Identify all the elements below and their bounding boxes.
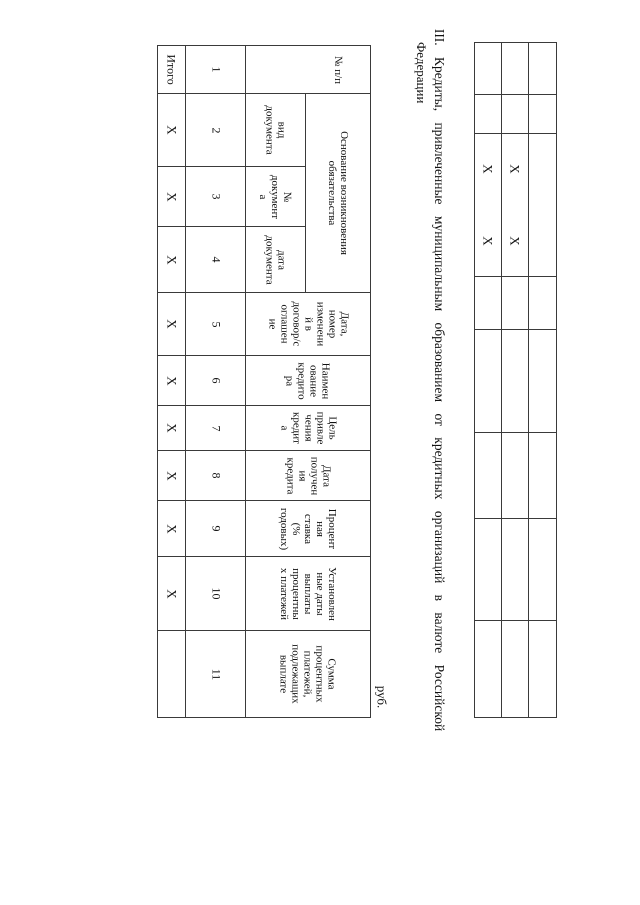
col-number: 3 bbox=[209, 193, 223, 200]
total-mark: Х bbox=[164, 254, 180, 265]
col-number: 1 bbox=[209, 66, 223, 73]
total-label: Итого bbox=[165, 54, 179, 85]
header-col-9: Процент ная ставка (% годовых) bbox=[277, 507, 338, 550]
total-mark: Х bbox=[164, 588, 180, 599]
header-col-1: № п/п bbox=[331, 55, 344, 84]
total-mark: Х bbox=[164, 423, 180, 433]
col-number: 9 bbox=[209, 525, 223, 532]
col-number: 7 bbox=[209, 425, 223, 431]
header-col-2: вид документа bbox=[263, 105, 288, 155]
header-col-8: Дата получен ия кредита bbox=[283, 456, 332, 495]
col-number: 8 bbox=[209, 472, 223, 479]
prev-mark: Х bbox=[480, 235, 496, 246]
total-mark: Х bbox=[164, 125, 180, 135]
header-col-4: дата документа bbox=[263, 234, 288, 285]
header-group-basis: Основание возникновения обязательства bbox=[326, 131, 350, 255]
header-col-5: Дата, номер изменени й в договор/с оглашен ие bbox=[266, 301, 350, 347]
total-mark: Х bbox=[164, 523, 180, 534]
header-col-7: Цель привле чения кредит а bbox=[277, 411, 338, 445]
currency-unit: руб. bbox=[374, 685, 389, 709]
total-mark: Х bbox=[164, 191, 180, 202]
header-col-3: № документ а bbox=[257, 174, 294, 219]
prev-mark: Х bbox=[507, 235, 523, 246]
header-col-11: Сумма процентных платежей, подлежащих выплате bbox=[277, 644, 338, 704]
prev-mark: Х bbox=[480, 164, 496, 174]
col-number: 2 bbox=[209, 127, 223, 133]
prev-mark: Х bbox=[507, 164, 523, 174]
col-number: 6 bbox=[209, 377, 223, 384]
col-number: 10 bbox=[209, 587, 223, 600]
total-mark: Х bbox=[164, 375, 180, 386]
col-number: 5 bbox=[209, 321, 223, 327]
section-title-continued: Федерации bbox=[414, 42, 429, 104]
col-number: 11 bbox=[209, 668, 223, 680]
header-col-10: Установлен ные даты выплаты процентны х платежей bbox=[278, 566, 338, 621]
header-col-6: Наимен ование кредито ра bbox=[283, 361, 332, 400]
total-mark: Х bbox=[164, 319, 180, 329]
col-number: 4 bbox=[209, 256, 223, 263]
total-mark: Х bbox=[164, 470, 180, 481]
section-title: III. Кредиты, привлеченные муниципальным образованием от кредитных организаций в валюте Российской bbox=[432, 28, 448, 732]
